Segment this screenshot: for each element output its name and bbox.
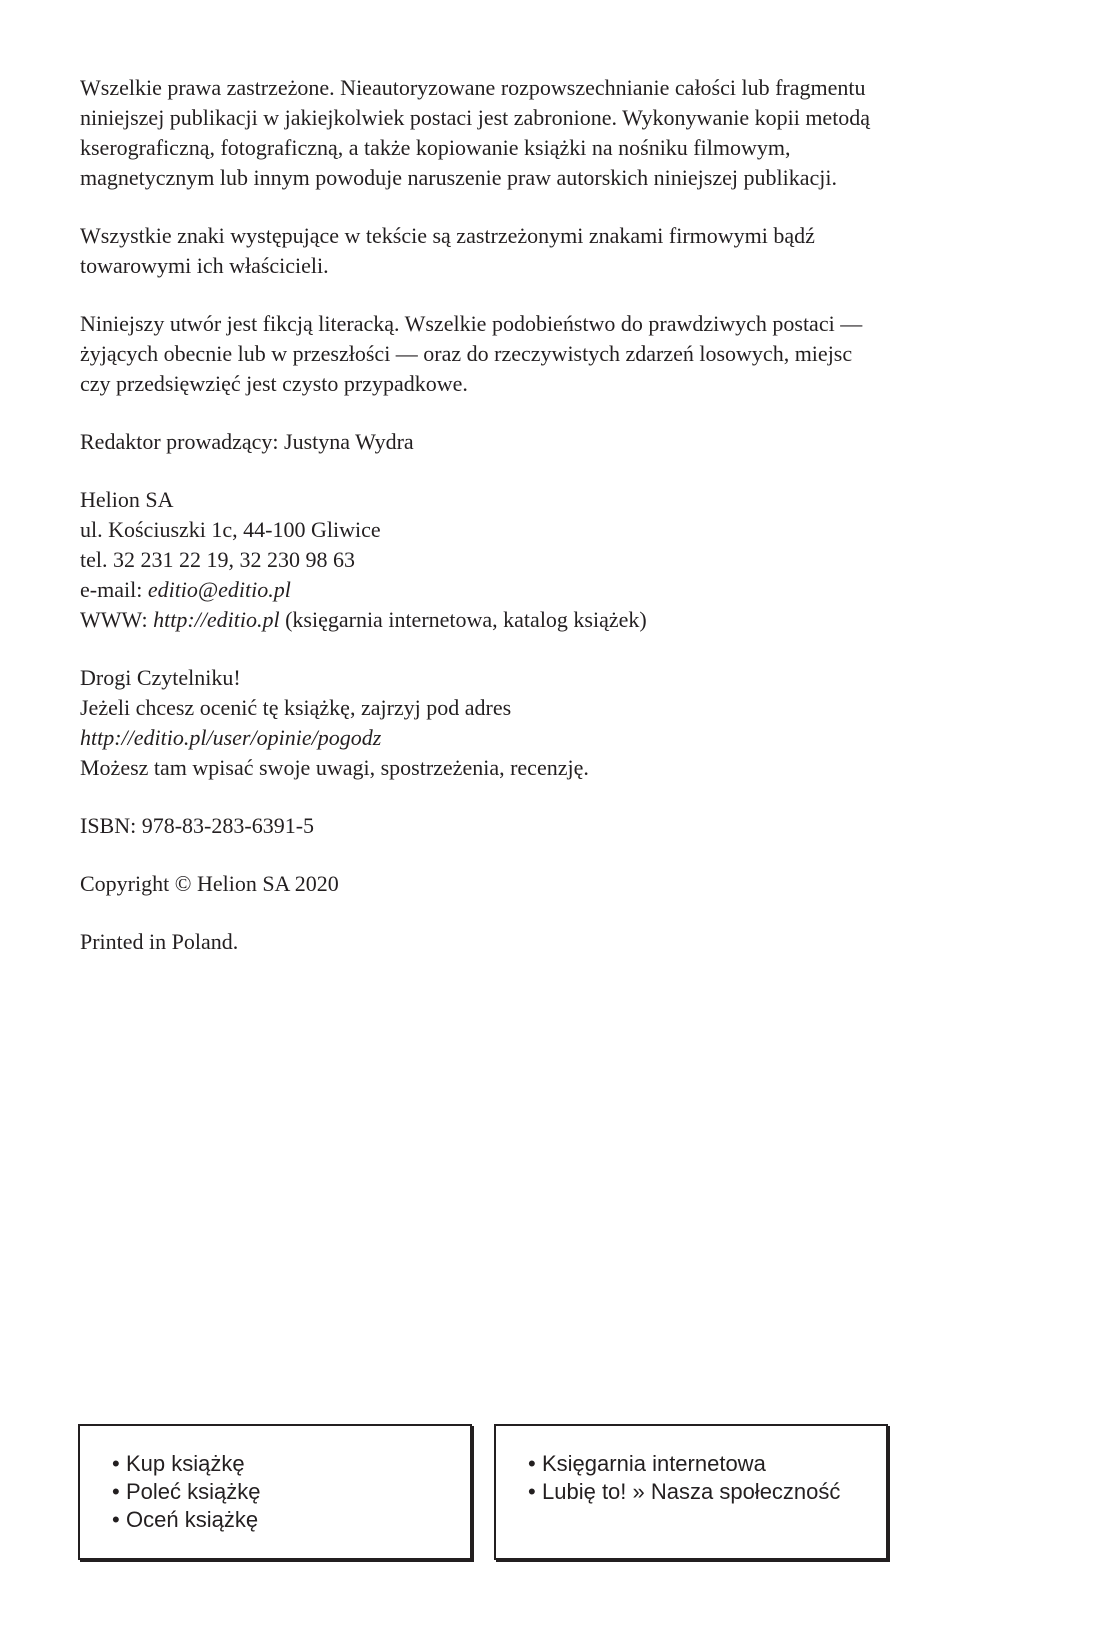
reader-greeting: Drogi Czytelniku!: [80, 665, 241, 690]
www-label: WWW:: [80, 607, 154, 632]
reader-message: [80, 663, 1010, 783]
publisher-address: ul. Kościuszki 1c, 44-100 Gliwice: [80, 517, 381, 542]
text-line: niniejszej publikacji w jakiejkolwiek postaci jest zabronione. Wykonywanie kopii metodą: [80, 105, 871, 130]
community-box: [494, 1424, 888, 1560]
reader-note: Możesz tam wpisać swoje uwagi, spostrzeżenia, recenzję.: [80, 755, 589, 780]
buy-book-link[interactable]: Kup książkę: [126, 1451, 245, 1476]
publisher-phone: tel. 32 231 22 19, 32 230 98 63: [80, 547, 355, 572]
text-line: towarowymi ich właścicieli.: [80, 253, 329, 278]
copyright-notice: [80, 73, 1010, 193]
email-label: e-mail:: [80, 577, 148, 602]
fiction-notice: [80, 309, 1010, 399]
printed-line: Printed in Poland.: [80, 929, 239, 954]
editor-line: Redaktor prowadzący: Justyna Wydra: [80, 429, 414, 454]
text-line: żyjących obecnie lub w przeszłości — oraz do rzeczywistych zdarzeń losowych, miejsc: [80, 341, 853, 366]
book-actions-box: [78, 1424, 472, 1560]
printed-block: [80, 927, 1010, 957]
text-line: Wszystkie znaki występujące w tekście są zastrzeżonymi znakami firmowymi bądź: [80, 223, 815, 248]
publisher-www-line: [80, 605, 1010, 635]
link-boxes: [78, 1424, 890, 1562]
bullet: •: [528, 1451, 536, 1476]
email-link[interactable]: editio@editio.pl: [147, 577, 291, 602]
editor-credit: [80, 427, 1010, 457]
bookstore-link[interactable]: Księgarnia internetowa: [542, 1451, 766, 1476]
bullet: •: [112, 1479, 120, 1504]
www-link[interactable]: http://editio.pl: [153, 607, 280, 632]
text-line: magnetycznym lub innym powoduje naruszenie praw autorskich niniejszej publikacji.: [80, 165, 837, 190]
text-line: Wszelkie prawa zastrzeżone. Nieautoryzowane rozpowszechnianie całości lub fragmentu: [80, 75, 866, 100]
list-item: [528, 1478, 886, 1506]
review-url-link[interactable]: http://editio.pl/user/opinie/pogodz: [80, 725, 382, 750]
reader-instruction: Jeżeli chcesz ocenić tę książkę, zajrzyj pod adres: [80, 695, 512, 720]
copyright-line: Copyright © Helion SA 2020: [80, 871, 339, 896]
text-line: kserograficzną, fotograficzną, a także kopiowanie książki na nośniku filmowym,: [80, 135, 791, 160]
isbn-block: [80, 811, 1010, 841]
list-item: [528, 1450, 886, 1478]
community-list: [496, 1426, 886, 1506]
copyright-block: [80, 869, 1010, 899]
community-link[interactable]: Lubię to! » Nasza społeczność: [542, 1479, 841, 1504]
publisher-name: Helion SA: [80, 487, 174, 512]
text-line: Niniejszy utwór jest fikcją literacką. Wszelkie podobieństwo do prawdziwych postaci —: [80, 311, 863, 336]
book-actions-list: [80, 1426, 470, 1534]
www-suffix: (księgarnia internetowa, katalog książek): [279, 607, 647, 632]
text-line: czy przedsięwzięć jest czysto przypadkowe.: [80, 371, 468, 396]
bullet: •: [112, 1507, 120, 1532]
bullet: •: [528, 1479, 536, 1504]
copyright-page: [80, 73, 1010, 985]
list-item: [112, 1450, 470, 1478]
list-item: [112, 1506, 470, 1534]
rate-book-link[interactable]: Oceń książkę: [126, 1507, 259, 1532]
review-url-line: [80, 723, 1010, 753]
recommend-book-link[interactable]: Poleć książkę: [126, 1479, 261, 1504]
list-item: [112, 1478, 470, 1506]
isbn: ISBN: 978-83-283-6391-5: [80, 813, 315, 838]
bullet: •: [112, 1451, 120, 1476]
trademark-notice: [80, 221, 1010, 281]
publisher-email-line: [80, 575, 1010, 605]
publisher-info: [80, 485, 1010, 635]
